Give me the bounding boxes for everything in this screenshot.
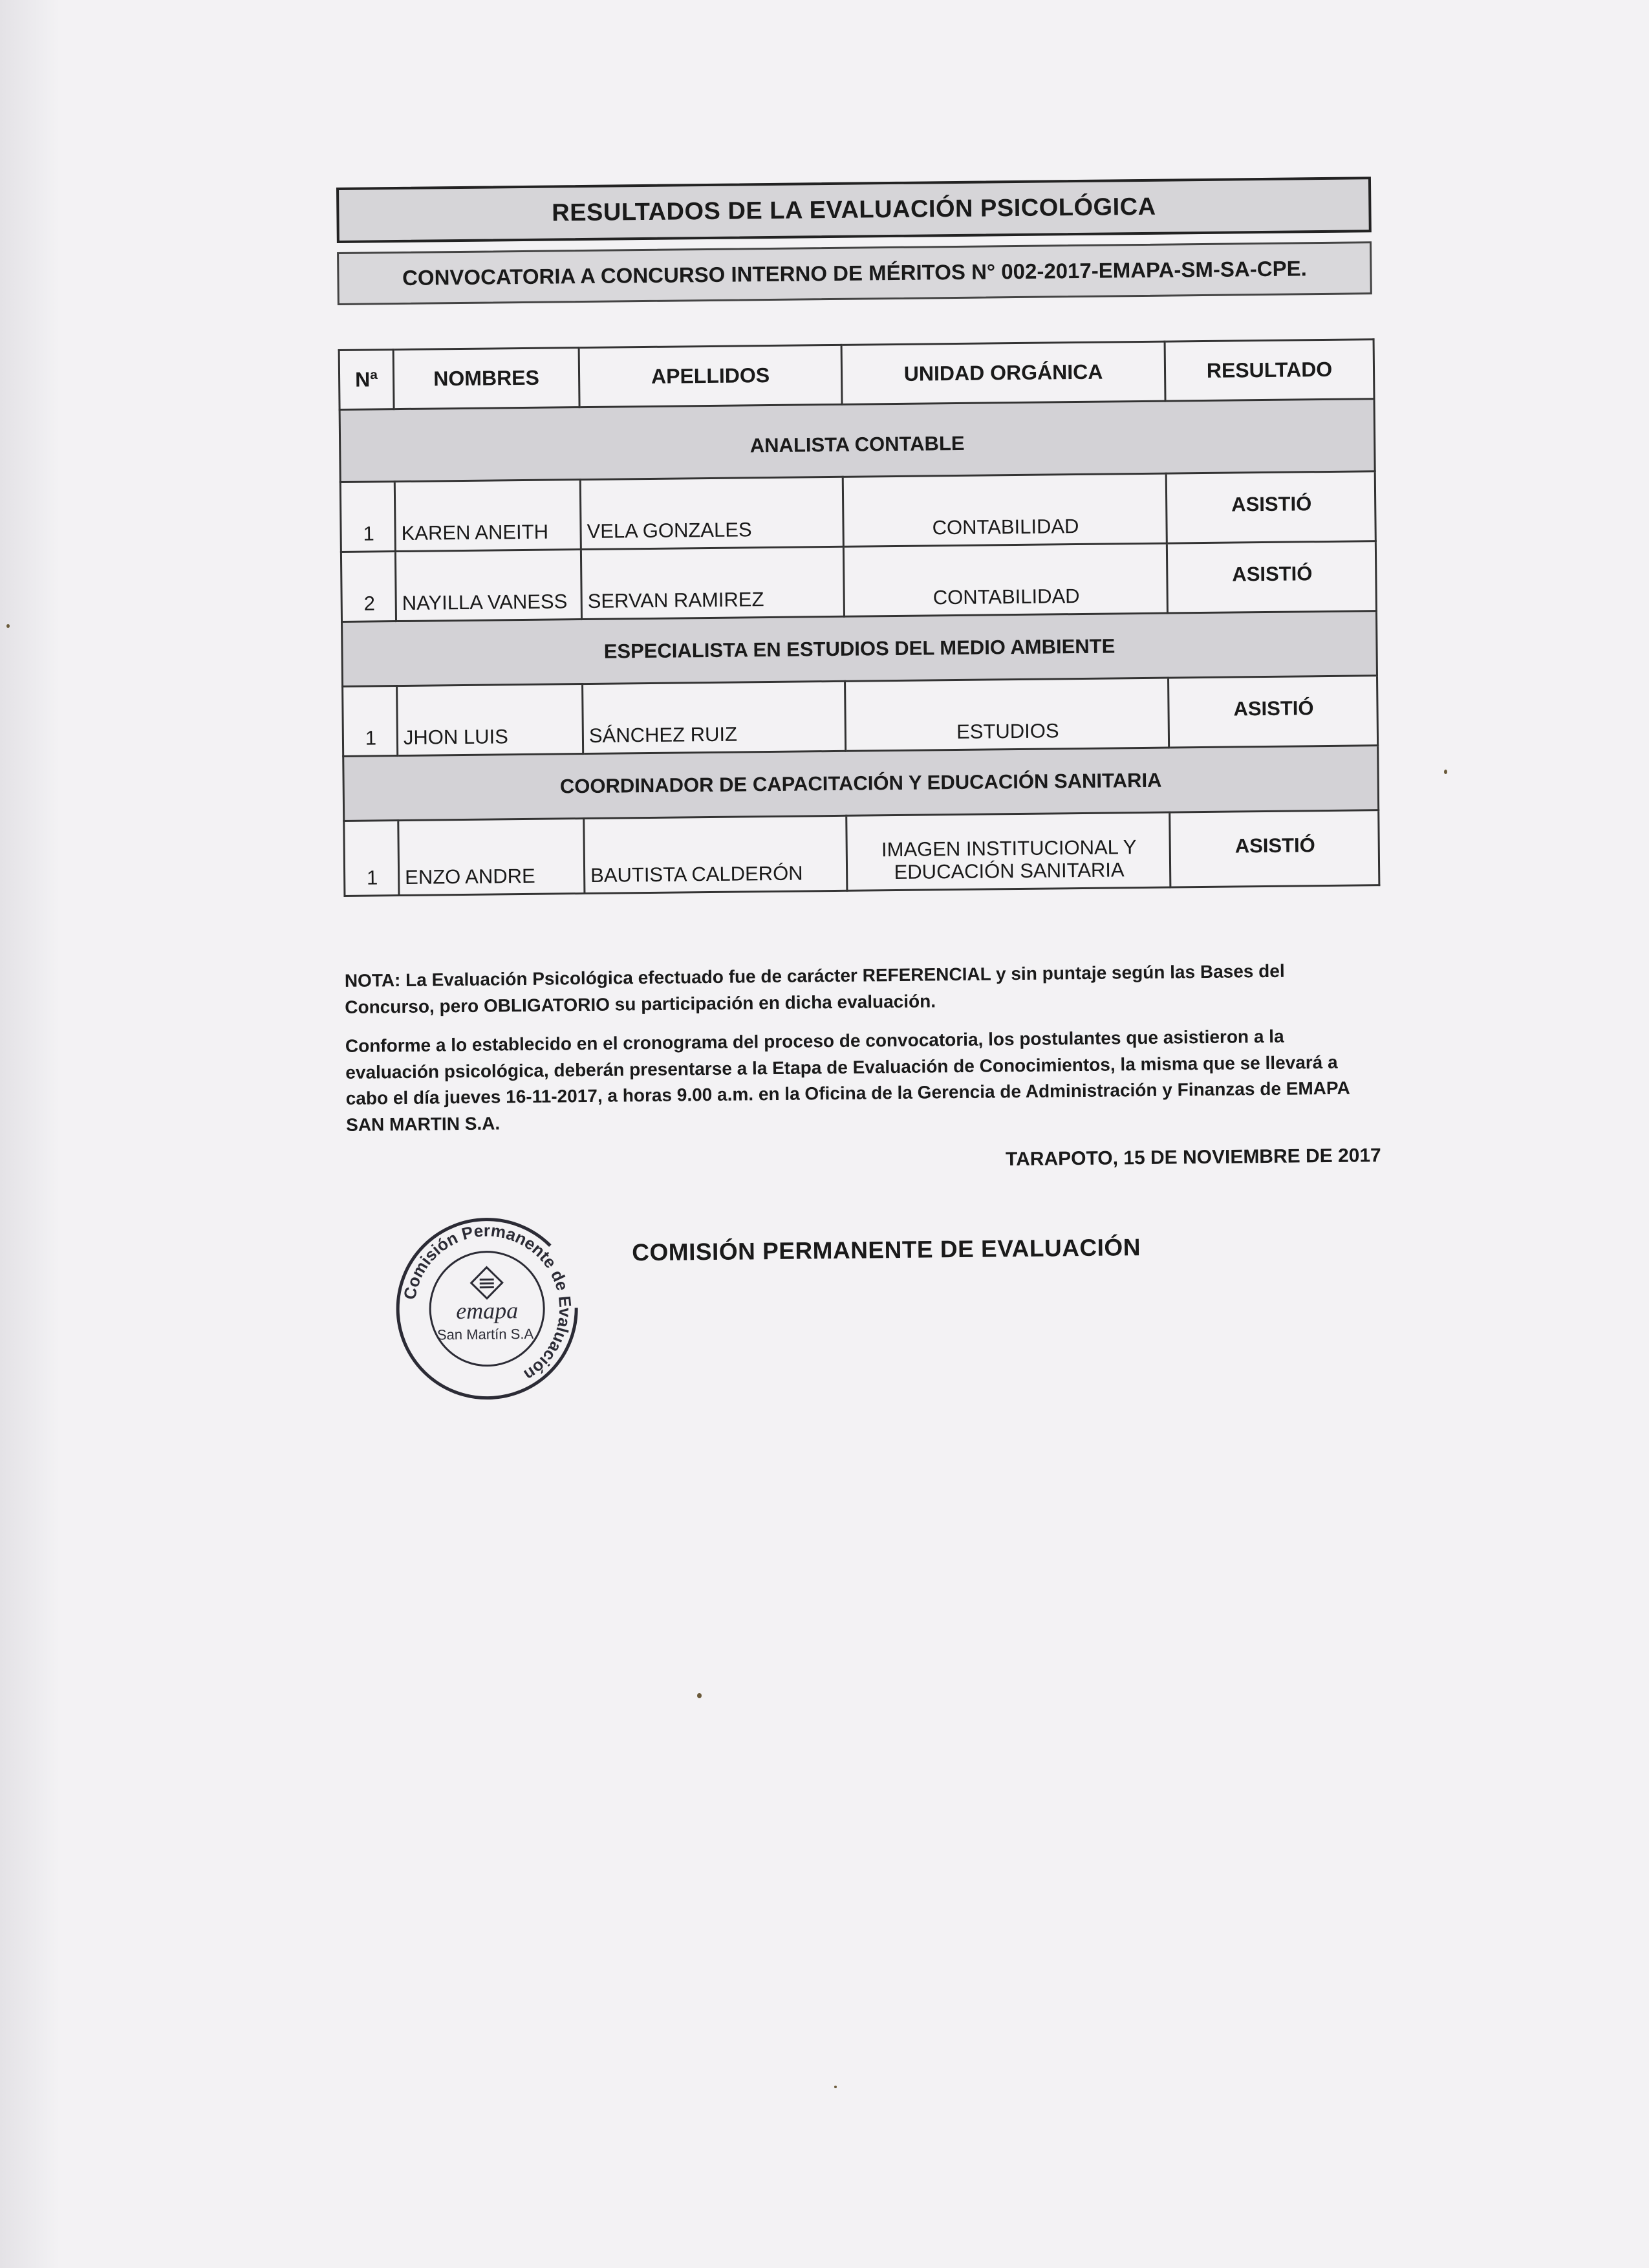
- results-table: [338, 338, 1381, 897]
- note-label: NOTA:: [344, 970, 401, 991]
- table-row: [341, 541, 1376, 622]
- row-number: 2: [341, 552, 396, 622]
- row-apellidos: BAUTISTA CALDERÓN: [584, 815, 847, 893]
- row-nombres: NAYILLA VANESS: [395, 550, 581, 621]
- note-text: su participación en dicha evaluación.: [609, 990, 936, 1015]
- row-number: 1: [340, 482, 395, 552]
- section-row: [339, 399, 1375, 482]
- row-unidad: ESTUDIOS: [845, 678, 1169, 751]
- document-title: RESULTADOS DE LA EVALUACIÓN PSICOLÓGICA: [336, 177, 1372, 243]
- header-number: Nª: [339, 350, 394, 410]
- row-unidad: CONTABILIDAD: [843, 543, 1167, 616]
- row-nombres: ENZO ANDRE: [398, 819, 585, 896]
- svg-text:Comisión Permanente de Evaluac: Comisión Permanente de Evaluación: [399, 1220, 576, 1385]
- table-row: [344, 810, 1379, 896]
- document-subtitle: CONVOCATORIA A CONCURSO INTERNO DE MÉRITOS N° 002-2017-EMAPA-SM-SA-CPE.: [337, 241, 1372, 305]
- header-resultado: RESULTADO: [1165, 340, 1374, 401]
- row-number: 1: [344, 821, 399, 896]
- row-unidad-line: EDUCACIÓN SANITARIA: [894, 858, 1125, 884]
- emapa-logo-icon: [471, 1267, 502, 1299]
- scan-edge: [0, 0, 59, 2268]
- commission-signature: COMISIÓN PERMANENTE DE EVALUACIÓN: [632, 1233, 1141, 1266]
- scan-speck: [697, 1693, 702, 1698]
- svg-text:San Martín S.A.: San Martín S.A.: [436, 1325, 538, 1343]
- scan-speck: [834, 2086, 837, 2088]
- stamp-seal: [393, 1214, 582, 1403]
- section-title: ESPECIALISTA EN ESTUDIOS DEL MEDIO AMBIENTE: [342, 611, 1377, 687]
- row-nombres: KAREN ANEITH: [394, 480, 581, 552]
- row-unidad-line: IMAGEN INSTITUCIONAL Y: [881, 835, 1137, 861]
- row-resultado: ASISTIÓ: [1167, 541, 1376, 613]
- row-apellidos: SÁNCHEZ RUIZ: [583, 681, 846, 753]
- note-text: La Evaluación Psicológica efectuado fue de carácter: [400, 965, 863, 991]
- header-nombres: NOMBRES: [393, 348, 579, 409]
- note-paragraph: [345, 957, 1380, 1021]
- row-resultado: ASISTIÓ: [1170, 810, 1379, 887]
- header-unidad: UNIDAD ORGÁNICA: [841, 341, 1165, 404]
- svg-text:emapa: emapa: [455, 1297, 519, 1324]
- section-row: [342, 611, 1377, 687]
- stamp-seal-graphic: [393, 1214, 582, 1403]
- notes-block: [345, 957, 1381, 1138]
- date-line: TARAPOTO, 15 DE NOVIEMBRE DE 2017: [1005, 1144, 1381, 1170]
- note-emphasis: OBLIGATORIO: [483, 994, 610, 1016]
- row-unidad: [846, 812, 1170, 891]
- row-resultado: ASISTIÓ: [1166, 471, 1375, 543]
- document-page: [336, 177, 1390, 1410]
- section-title: COORDINADOR DE CAPACITACIÓN Y EDUCACIÓN SANITARIA: [343, 746, 1379, 821]
- scan-speck: [6, 624, 10, 628]
- row-unidad: CONTABILIDAD: [843, 473, 1167, 546]
- table-header-row: [339, 340, 1374, 410]
- header-apellidos: APELLIDOS: [579, 345, 842, 407]
- row-nombres: JHON LUIS: [397, 684, 583, 756]
- note-text: y sin puntaje según las Bases del Concurso, pero: [345, 960, 1285, 1017]
- scan-speck: [1444, 770, 1447, 774]
- section-row: [343, 746, 1379, 821]
- row-apellidos: VELA GONZALES: [580, 477, 843, 549]
- table-row: [340, 471, 1375, 552]
- table-row: [343, 676, 1378, 757]
- schedule-paragraph: Conforme a lo establecido en el cronograma del proceso de convocatoria, los postulantes que asistieron a la evaluación psicológica, deberán presentarse a la Etapa de Evaluación de Conocimientos, la misma que se llevará a cabo el día jueves 16-11-2017, a horas 9.00 a.m. en la Oficina de la Gerencia de Administración y Finanzas de EMAPA SAN MARTIN S.A.: [345, 1026, 1350, 1135]
- row-resultado: ASISTIÓ: [1169, 676, 1378, 748]
- signature-area: [347, 1205, 1390, 1410]
- section-title: ANALISTA CONTABLE: [339, 399, 1375, 482]
- note-emphasis: REFERENCIAL: [862, 964, 991, 986]
- row-number: 1: [343, 686, 398, 757]
- row-apellidos: SERVAN RAMIREZ: [581, 546, 844, 619]
